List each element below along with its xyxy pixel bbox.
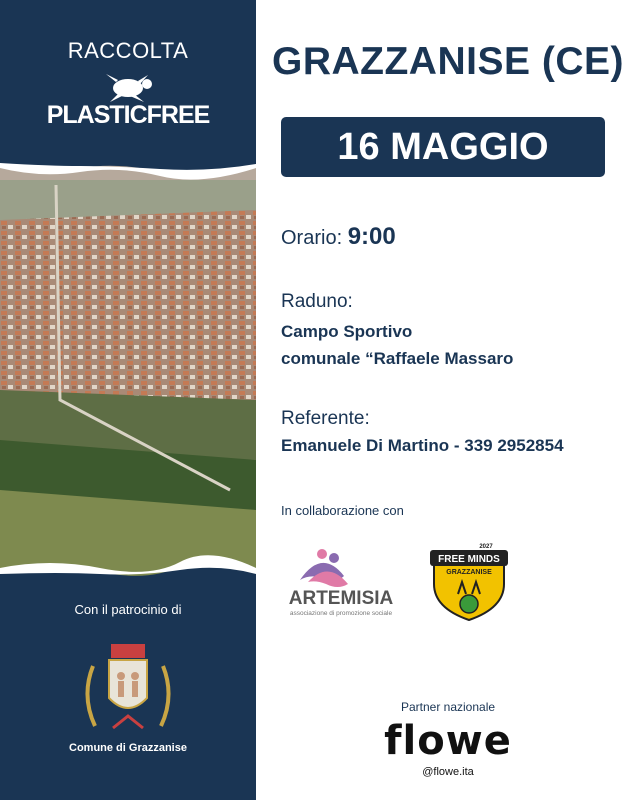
page-title: GRAZZANISE (CE) bbox=[272, 40, 624, 83]
date-banner: 16 MAGGIO bbox=[281, 117, 605, 177]
raduno-line2: comunale “Raffaele Massaro bbox=[281, 349, 514, 368]
referente-label: Referente: bbox=[281, 408, 370, 429]
patrocinio-label: Con il patrocinio di bbox=[74, 602, 182, 617]
orario-row bbox=[281, 223, 396, 251]
flowe-handle: @flowe.ita bbox=[422, 766, 474, 778]
left-panel bbox=[0, 0, 256, 800]
partner-label: Partner nazionale bbox=[400, 700, 496, 714]
turtle-icon bbox=[104, 72, 156, 104]
free-minds-year: 2027 bbox=[479, 544, 493, 550]
town-aerial-photo bbox=[0, 160, 256, 590]
free-minds-logo bbox=[428, 538, 510, 622]
orario-value: 9:00 bbox=[347, 223, 396, 250]
artemisia-logo bbox=[278, 540, 404, 620]
raccolta-label: RACCOLTA bbox=[67, 38, 189, 63]
artemisia-name: ARTEMISIA bbox=[288, 588, 394, 609]
raduno-line1: Campo Sportivo bbox=[281, 322, 413, 341]
collaboration-label: In collaborazione con bbox=[281, 503, 404, 518]
plasticfree-logo: PLASTICFREE bbox=[46, 101, 210, 129]
comune-label: Comune di Grazzanise bbox=[69, 742, 187, 754]
artemisia-subtitle: associazione di promozione sociale bbox=[289, 610, 393, 617]
free-minds-subtitle: GRAZZANISE bbox=[446, 569, 492, 576]
free-minds-title: FREE MINDS bbox=[438, 554, 500, 565]
comune-crest-icon bbox=[83, 636, 173, 740]
orario-label: Orario: bbox=[281, 227, 348, 249]
referente-value: Emanuele Di Martino - 339 2952854 bbox=[281, 436, 564, 455]
raduno-label: Raduno: bbox=[281, 291, 353, 312]
flowe-logo: flowe bbox=[384, 718, 512, 764]
raduno-value bbox=[281, 318, 513, 372]
